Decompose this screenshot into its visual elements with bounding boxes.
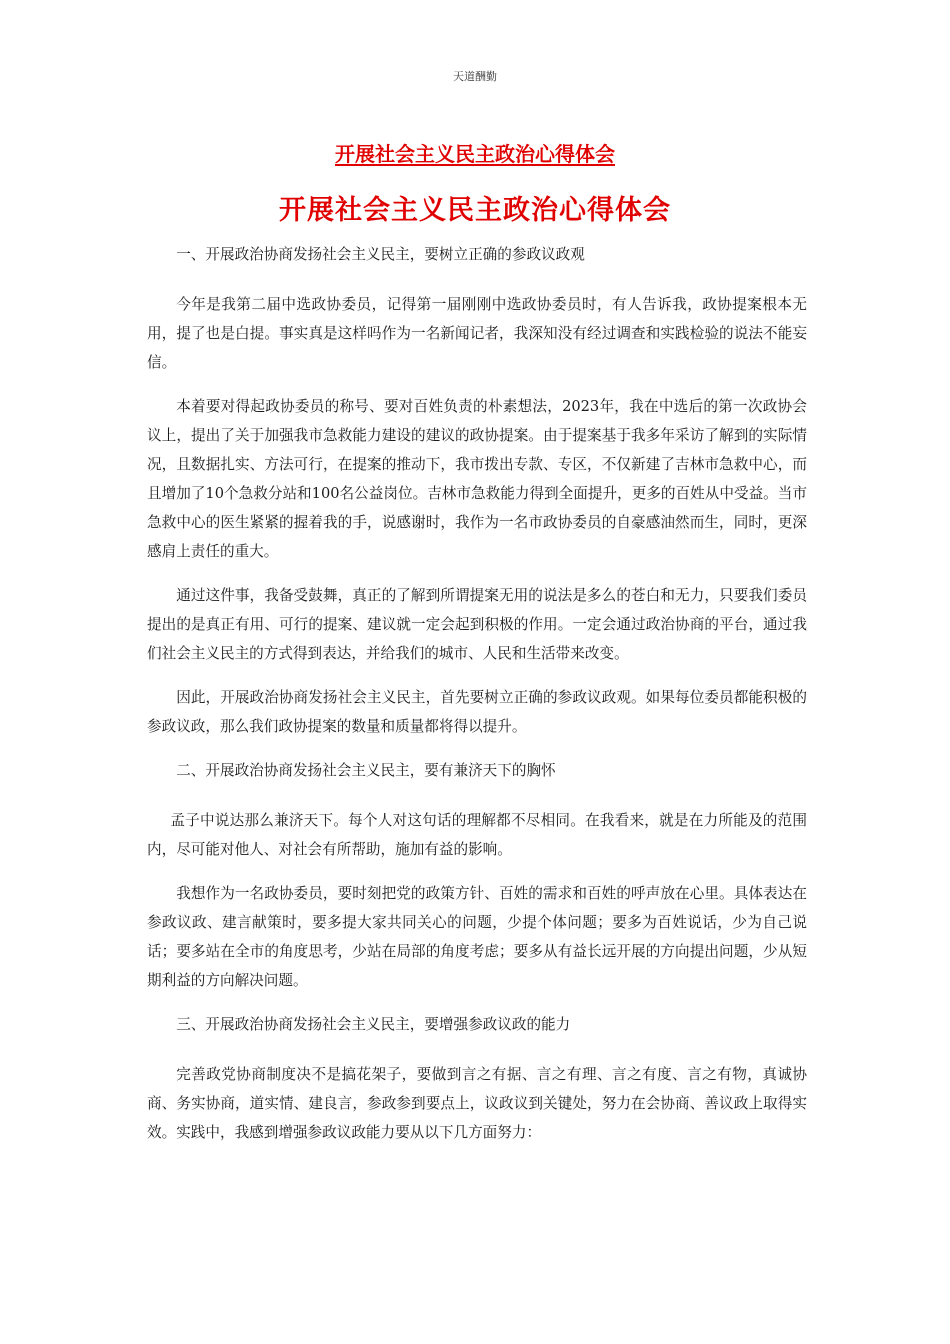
document-body (147, 240, 807, 1162)
section-heading-3: 三、开展政治协商发扬社会主义民主，要增强参政议政的能力 (176, 1016, 571, 1033)
document-main-title: 开展社会主义民主政治心得体会 (279, 195, 671, 226)
document-link-title[interactable]: 开展社会主义民主政治心得体会 (335, 142, 615, 166)
body-paragraph: 我想作为一名政协委员，要时刻把党的政策方针、百姓的需求和百姓的呼声放在心里。具体表达在参政议政、建言献策时，要多提大家共同关心的问题，少提个体问题；要多为百姓说话，少为自己说话；要多站在全市的角度思考，少站在局部的角度考虑；要多从有益长远开展的方向提出问题，少从短期利益的方向解决问题。 (147, 885, 807, 989)
body-paragraph: 完善政党协商制度决不是搞花架子，要做到言之有据、言之有理、言之有度、言之有物，真诚协商、务实协商，道实情、建良言，参政参到要点上，议政议到关键处，努力在会协商、善议政上取得实效。实践中，我感到增强参政议政能力要从以下几方面努力： (147, 1066, 807, 1141)
body-paragraph: 孟子中说达那么兼济天下。每个人对这句话的理解都不尽相同。在我看来，就是在力所能及的范围内，尽可能对他人、对社会有所帮助，施加有益的影响。 (147, 812, 807, 858)
body-paragraph: 今年是我第二届中选政协委员，记得第一届刚刚中选政协委员时，有人告诉我，政协提案根本无用，提了也是白提。事实真是这样吗作为一名新闻记者，我深知没有经过调查和实践检验的说法不能妄信。 (147, 296, 807, 371)
section-heading-1: 一、开展政治协商发扬社会主义民主，要树立正确的参政议政观 (176, 246, 585, 263)
section-heading-2: 二、开展政治协商发扬社会主义民主，要有兼济天下的胸怀 (176, 762, 556, 779)
body-paragraph: 本着要对得起政协委员的称号、要对百姓负责的朴素想法，2023年，我在中选后的第一次政协会议上，提出了关于加强我市急救能力建设的建议的政协提案。由于提案基于我多年采访了解到的实际情况，且数据扎实、方法可行，在提案的推动下，我市拨出专款、专区，不仅新建了吉林市急救中心，而且增加了10个急救分站和100名公益岗位。吉林市急救能力得到全面提升，更多的百姓从中受益。当市急救中心的医生紧紧的握着我的手，说感谢时，我作为一名市政协委员的自豪感油然而生，同时，更深感肩上责任的重大。 (147, 398, 807, 560)
body-paragraph: 因此，开展政治协商发扬社会主义民主，首先要树立正确的参政议政观。如果每位委员都能积极的参政议政，那么我们政协提案的数量和质量都将得以提升。 (147, 689, 807, 735)
body-paragraph: 通过这件事，我备受鼓舞，真正的了解到所谓提案无用的说法是多么的苍白和无力，只要我们委员提出的是真正有用、可行的提案、建议就一定会起到积极的作用。一定会通过政治协商的平台，通过我们社会主义民主的方式得到表达，并给我们的城市、人民和生活带来改变。 (147, 587, 807, 662)
page-header: 天道酬勤 (453, 70, 497, 83)
